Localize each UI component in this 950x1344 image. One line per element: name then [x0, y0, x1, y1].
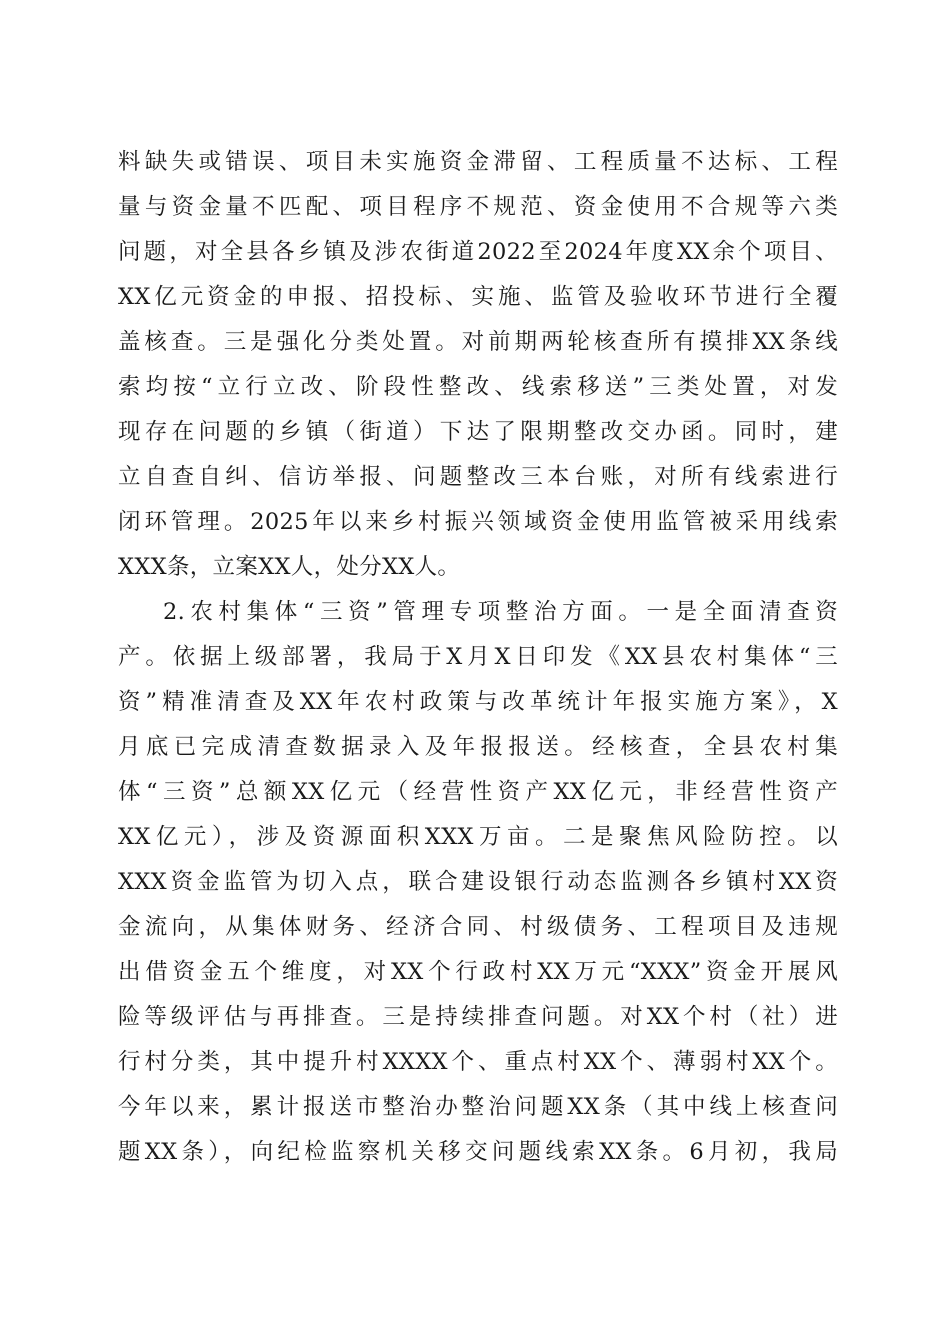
text-line: 闭环管理。2025年以来乡村振兴领域资金使用监管被采用线索 [118, 509, 838, 535]
text-line: 料缺失或错误、项目未实施资金滞留、工程质量不达标、工程 [118, 149, 838, 175]
body-text [118, 140, 838, 1175]
text-line: 立自查自纠、信访举报、问题整改三本台账，对所有线索进行 [118, 464, 838, 490]
text-line: 产。依据上级部署，我局于X月X日印发《XX县农村集体“三 [118, 644, 838, 670]
text-line: XXX资金监管为切入点，联合建设银行动态监测各乡镇村XX资 [118, 869, 838, 895]
text-line: XXX条，立案XX人，处分XX人。 [118, 554, 461, 580]
text-line: 问题，对全县各乡镇及涉农街道2022至2024年度XX余个项目、 [118, 239, 838, 265]
text-line: XX亿元），涉及资源面积XXX万亩。二是聚焦风险防控。以 [118, 824, 838, 850]
text-line: 今年以来，累计报送市整治办整治问题XX条（其中线上核查问 [118, 1094, 838, 1120]
text-line: 出借资金五个维度，对XX个行政村XX万元“XXX”资金开展风 [118, 959, 838, 985]
text-line: 索均按“立行立改、阶段性整改、线索移送”三类处置，对发 [118, 374, 838, 400]
text-line: 资”精准清查及XX年农村政策与改革统计年报实施方案》，X [118, 689, 838, 715]
section-heading-line: 2.农村集体“三资”管理专项整治方面。一是全面清查资 [163, 599, 838, 625]
text-line: 现存在问题的乡镇（街道）下达了限期整改交办函。同时，建 [118, 419, 838, 445]
text-line: 题XX条），向纪检监察机关移交问题线索XX条。6月初，我局 [118, 1139, 838, 1165]
text-line: 量与资金量不匹配、项目程序不规范、资金使用不合规等六类 [118, 194, 838, 220]
text-line: 行村分类，其中提升村XXXX个、重点村XX个、薄弱村XX个。 [118, 1049, 838, 1075]
text-line: 险等级评估与再排查。三是持续排查问题。对XX个村（社）进 [118, 1004, 838, 1030]
text-line: 盖核查。三是强化分类处置。对前期两轮核查所有摸排XX条线 [118, 329, 838, 355]
text-line: 体“三资”总额XX亿元（经营性资产XX亿元，非经营性资产 [118, 779, 838, 805]
text-line: 金流向，从集体财务、经济合同、村级债务、工程项目及违规 [118, 914, 838, 940]
text-line: 月底已完成清查数据录入及年报报送。经核查，全县农村集 [118, 734, 838, 760]
text-line: XX亿元资金的申报、招投标、实施、监管及验收环节进行全覆 [118, 284, 838, 310]
